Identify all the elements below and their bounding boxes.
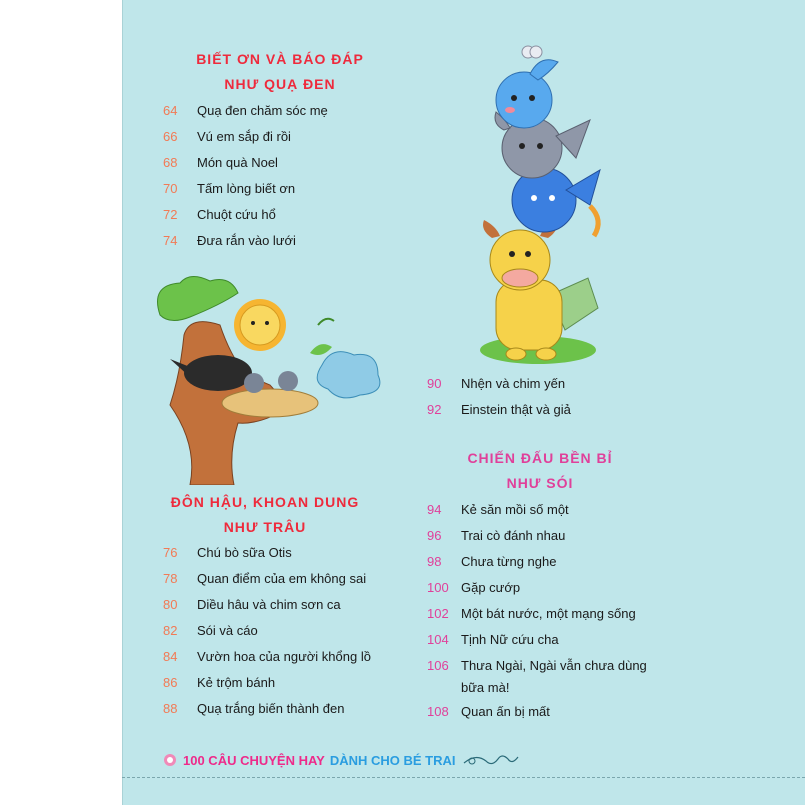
section-title-perseverance: CHIẾN ĐẤU BỀN BỈ NHƯ SÓI <box>467 450 613 491</box>
section-title-kindness: ĐÔN HẬU, KHOAN DUNG NHƯ TRÂU <box>170 494 360 535</box>
footer-title-part2: DÀNH CHO BÉ TRAI <box>329 752 456 768</box>
bird-nest-tree-illustration <box>150 275 390 485</box>
section-title-gratitude: BIẾT ƠN VÀ BÁO ĐÁP NHƯ QUẠ ĐEN <box>196 51 364 92</box>
footer-divider <box>122 777 805 779</box>
stacked-animals-illustration <box>470 40 615 370</box>
footer-title-part1: 100 CÂU CHUYỆN HAY <box>183 752 325 768</box>
swirl-ornament-icon <box>462 751 522 769</box>
footer-banner <box>163 750 522 770</box>
flower-bullet-icon <box>163 753 177 767</box>
